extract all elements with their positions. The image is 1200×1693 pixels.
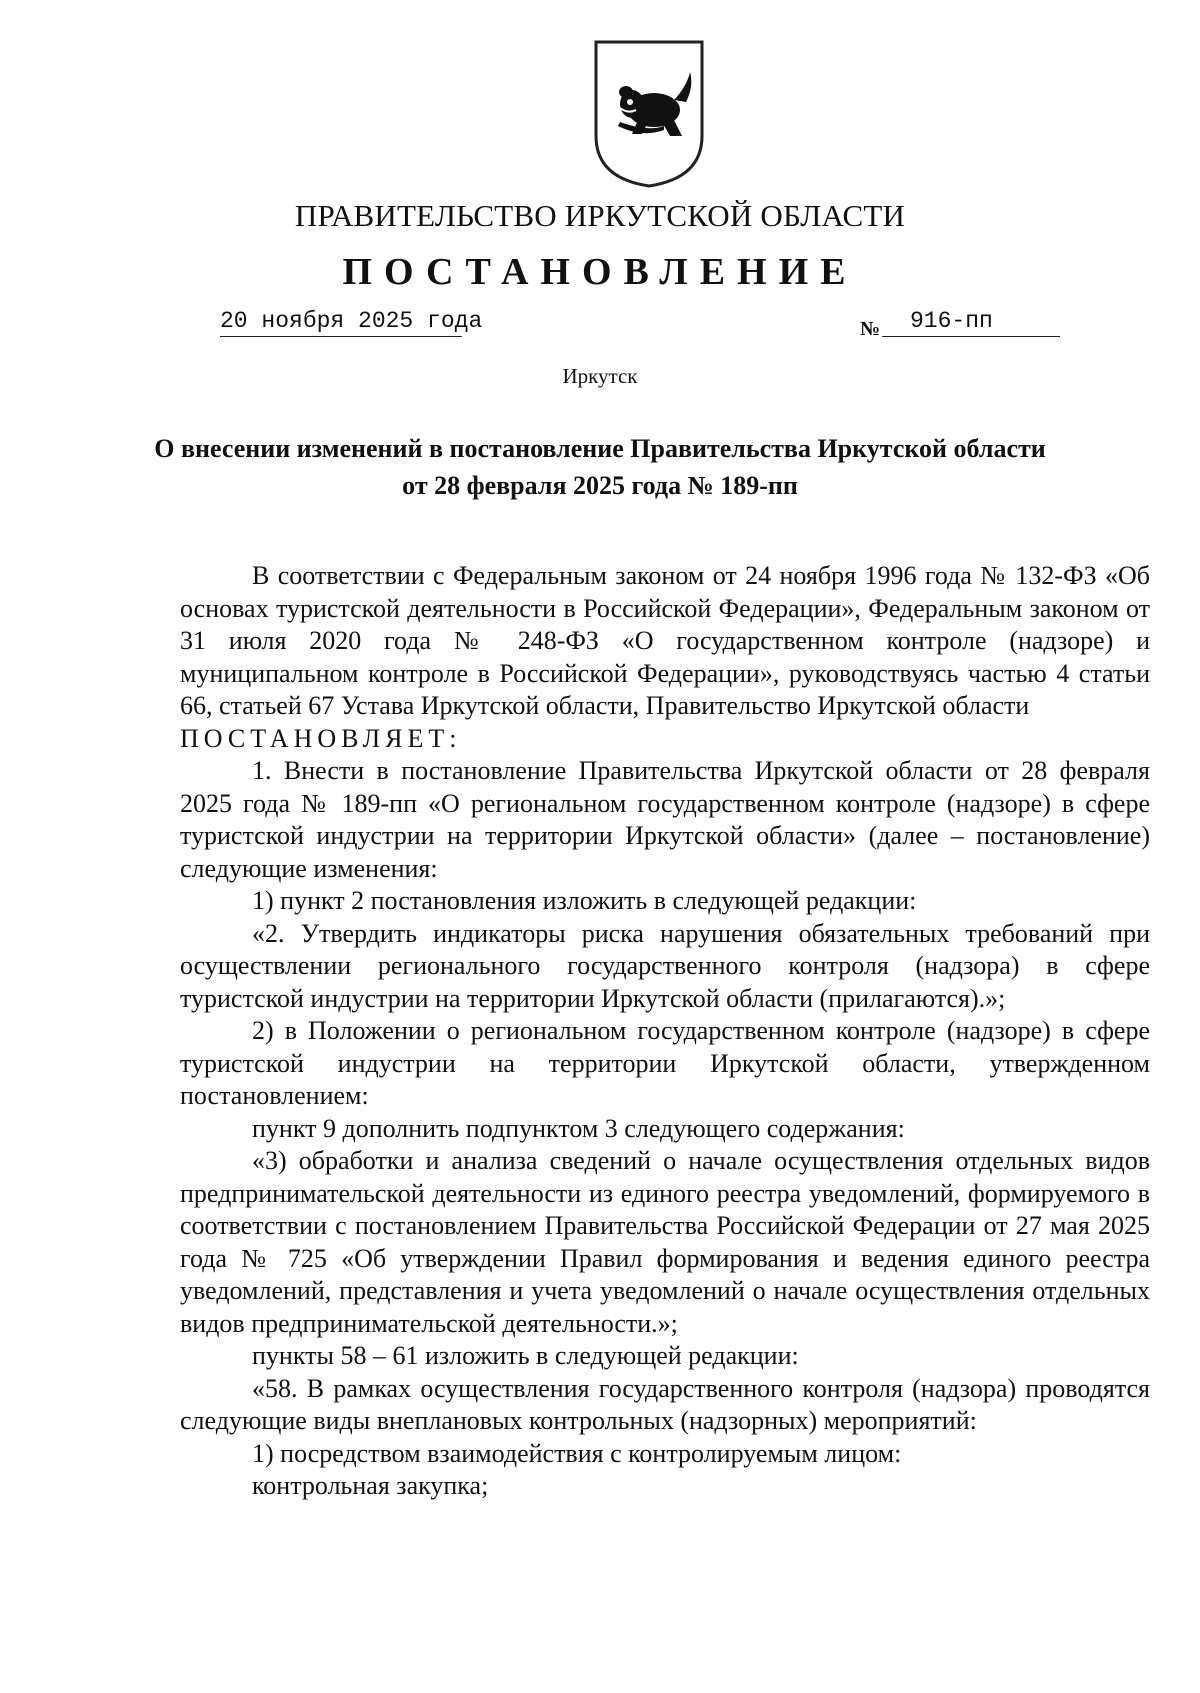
preamble-paragraph: В соответствии с Федеральным законом от 24 ноября 1996 года № 132-ФЗ «Об основах туристской деятельности в Российской Федерации», Федеральным законом от 31 июля 2020 года № 248-ФЗ «О государственном контроле (надзоре) и муниципальном контроле в Российской Федерации», руководствуясь частью 4 статьи 66, статьей 67 Устава Иркутской области, Правительство Иркутской области [180, 561, 1150, 720]
paragraph-2: 1) пункт 2 постановления изложить в следующей редакции: [252, 886, 917, 915]
title-line-2: от 28 февраля 2025 года № 189-пп [402, 471, 798, 500]
paragraph-4: 2) в Положении о региональном государственном контроле (надзоре) в сфере туристской индустрии на территории Иркутской области, утвержденном постановлением: [180, 1016, 1150, 1110]
paragraph-9: 1) посредством взаимодействия с контролируемым лицом: [252, 1438, 902, 1468]
paragraph-10: контрольная закупка; [252, 1471, 489, 1500]
number-sign: № [860, 318, 881, 340]
coat-of-arms-emblem [592, 38, 706, 188]
resolves-heading: ПОСТАНОВЛЯЕТ: [180, 723, 462, 753]
paragraph-1: 1. Внести в постановление Правительства Иркутской области от 28 февраля 2025 года № 189-пп «О региональном государственном контроле (надзоре) в сфере туристской индустрии на территории Иркутской области» (далее – постановление) следующие изменения: [180, 756, 1150, 883]
paragraph-5: пункт 9 дополнить подпунктом 3 следующего содержания: [252, 1113, 905, 1143]
paragraph-3: «2. Утвердить индикаторы риска нарушения обязательных требований при осуществлении регионального государственного контроля (надзора) в сфере туристской индустрии на территории Иркутской области (прилагаются).»; [180, 918, 1150, 1013]
paragraph-8: «58. В рамках осуществления государственного контроля (надзора) проводятся следующие виды внеплановых контрольных (надзорных) мероприятий: [180, 1373, 1150, 1435]
document-number: 916-пп [882, 308, 1060, 337]
city-name: Иркутск [562, 364, 638, 388]
organization-name: ПРАВИТЕЛЬСТВО ИРКУТСКОЙ ОБЛАСТИ [294, 198, 906, 233]
document-body [180, 560, 1150, 1503]
document-date: 20 ноября 2025 года [220, 308, 462, 337]
document-title [150, 430, 1050, 504]
title-line-1: О внесении изменений в постановление Правительства Иркутской области [154, 434, 1046, 463]
paragraph-6: «3) обработки и анализа сведений о начале осуществления отдельных видов предпринимательской деятельности из единого реестра уведомлений, формируемого в соответствии с постановлением Правительства Российской Федерации от 27 мая 2025 года № 725 «Об утверждении Правил формирования и ведения единого реестра уведомлений, представления и учета уведомлений о начале осуществления отдельных видов предпринимательской деятельности.»; [180, 1146, 1150, 1338]
paragraph-7: пункты 58 – 61 изложить в следующей редакции: [252, 1341, 799, 1370]
document-type: ПОСТАНОВЛЕНИЕ [342, 251, 858, 293]
